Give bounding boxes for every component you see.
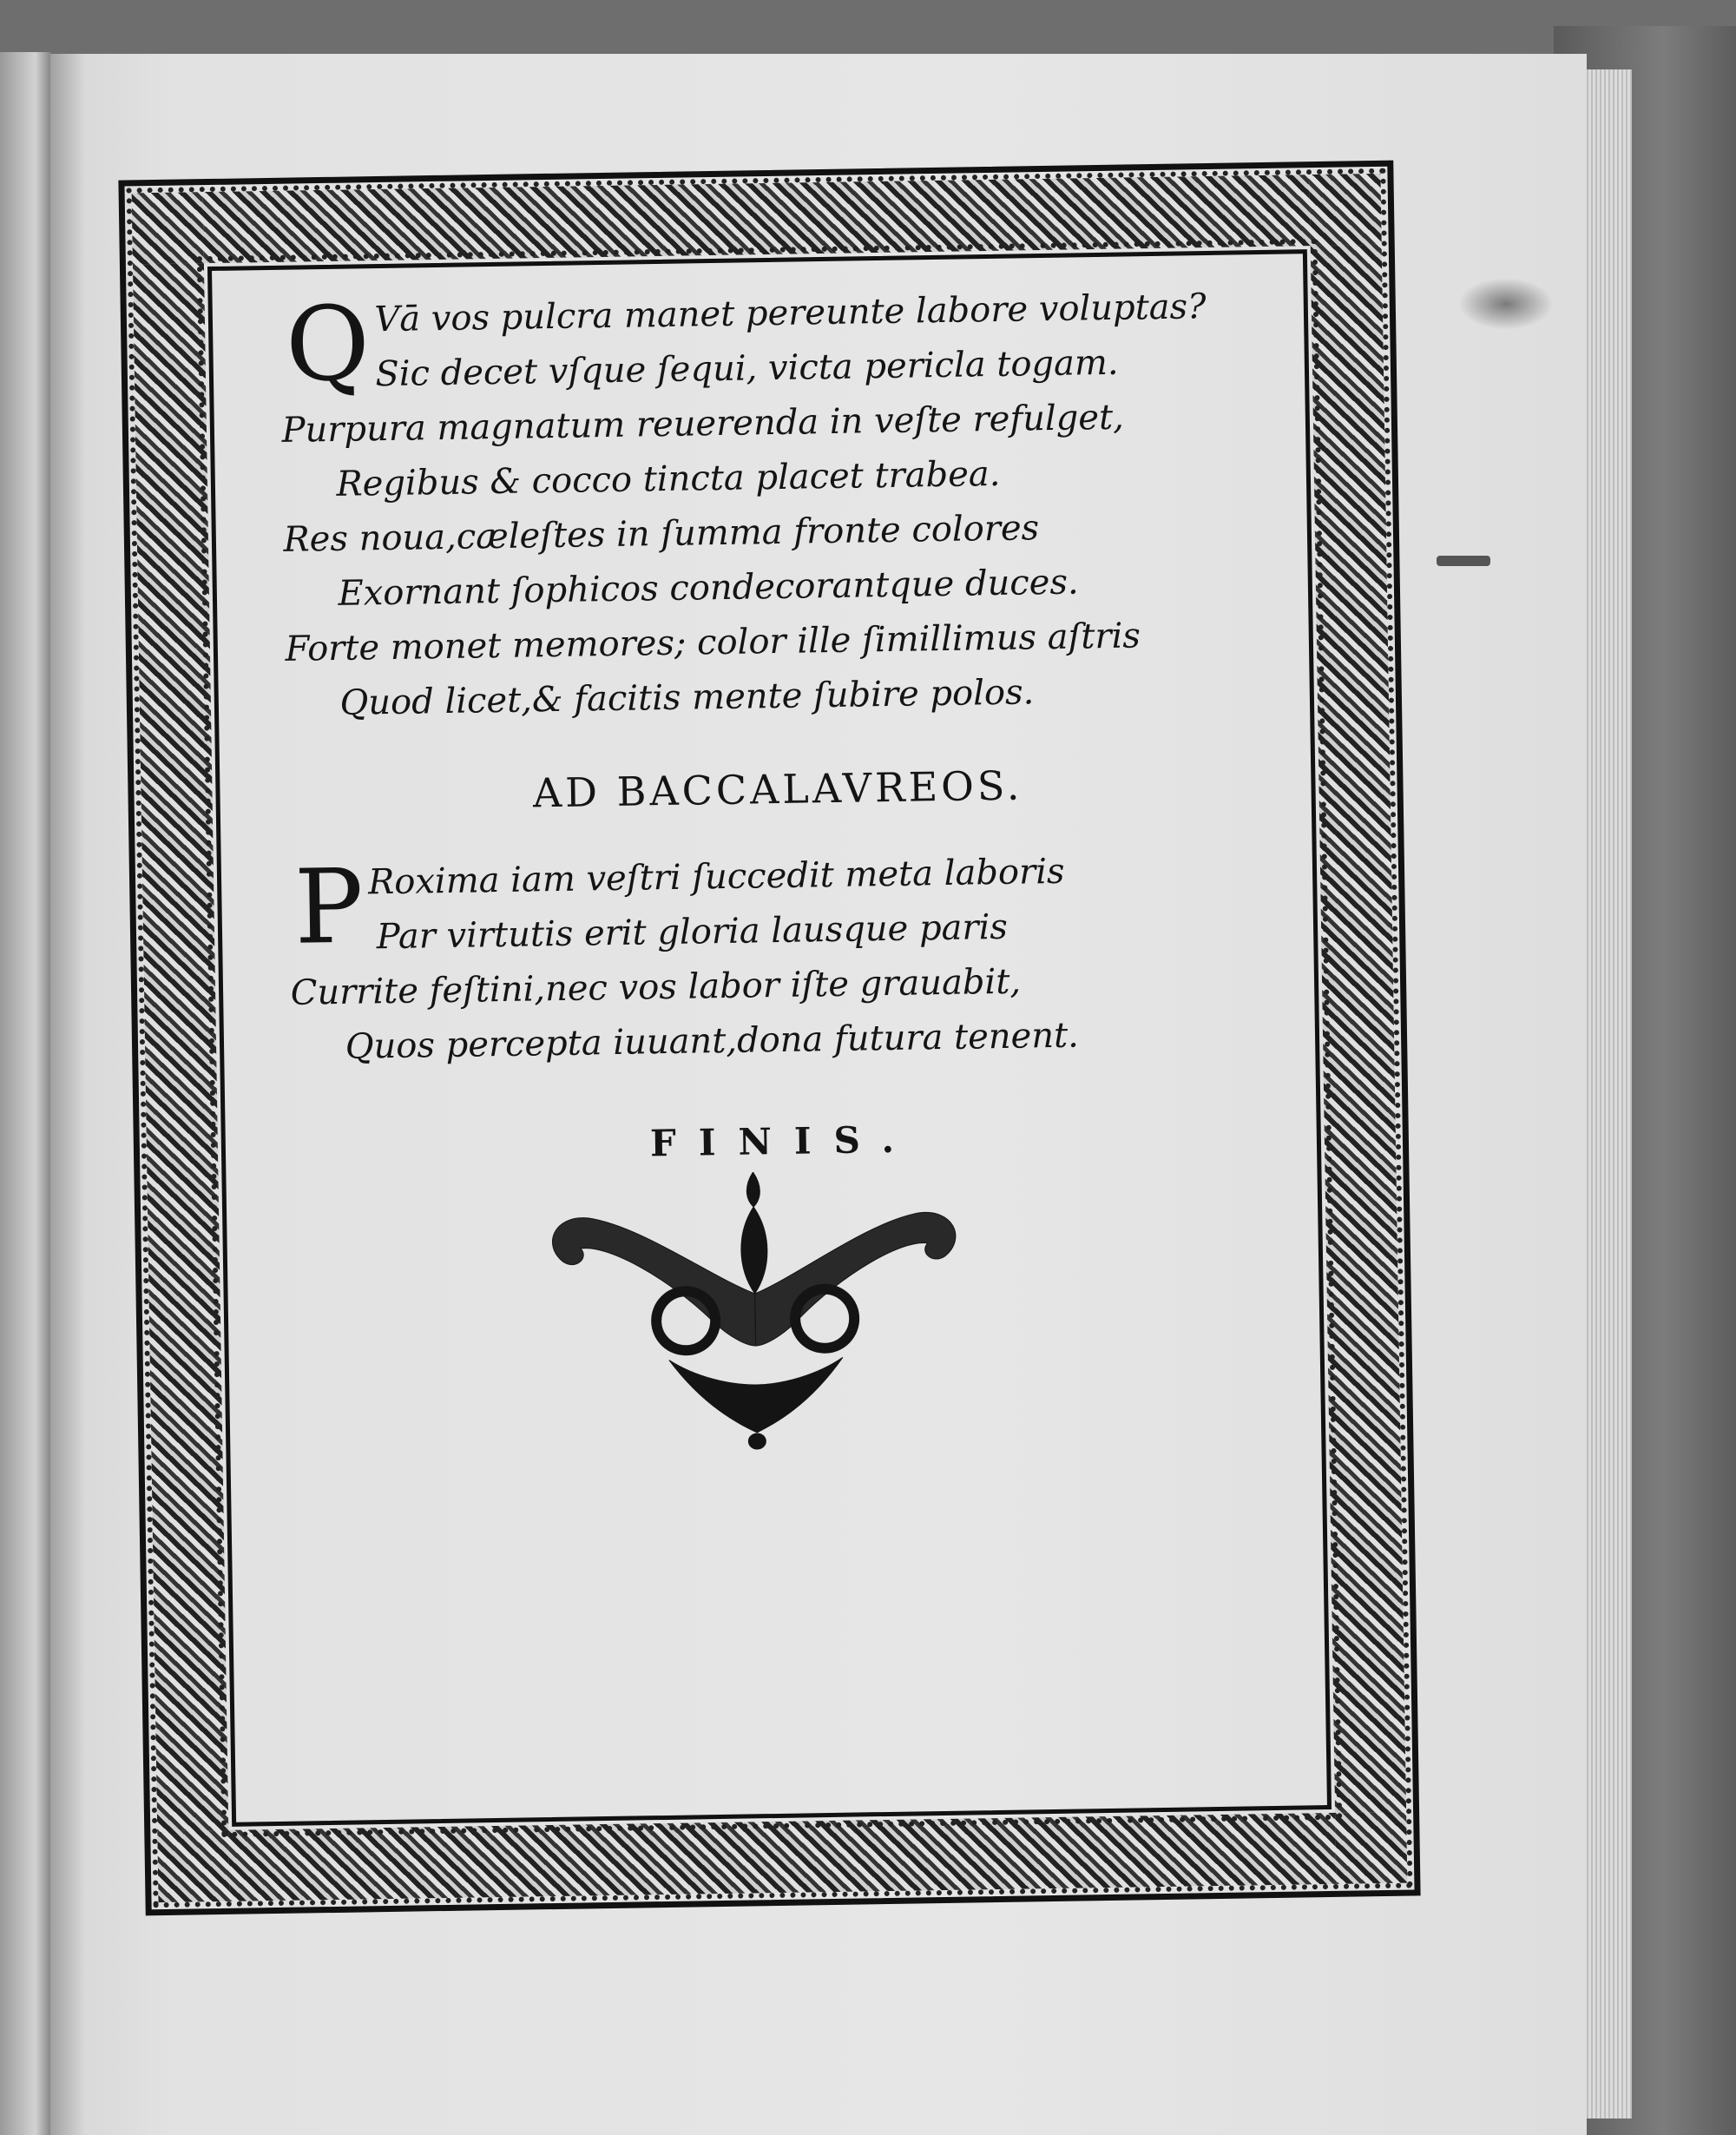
page-edges: [1580, 69, 1632, 2119]
left-page-edge: [0, 52, 50, 2135]
verse-line: Res noua,cæleſtes in ſumma fronte colores: [283, 508, 1040, 560]
verse-line: Currite feſtini,nec vos labor iſte grauabit,: [290, 961, 1022, 1013]
poem-2: [288, 841, 1272, 1076]
dropcap-q: Q: [284, 283, 371, 405]
verse-line: Quod licet,& facitis mente ſubire polos.: [339, 672, 1035, 723]
pin-mark: [1437, 556, 1490, 566]
finis: FINIS.: [649, 1117, 917, 1165]
dropcap-p: P: [293, 846, 365, 967]
ink-stain: [1458, 278, 1554, 330]
text-block: [279, 279, 1274, 1170]
verse-line: Purpura magnatum reuerenda in veſte refulget,: [281, 397, 1125, 451]
verse-line: Vā vos pulcra manet pereunte labore voluptas?: [374, 287, 1207, 340]
verse-line: Roxima iam veſtri ſuccedit meta laboris: [367, 851, 1065, 903]
verse-line: Regibus & cocco tincta placet trabea.: [336, 453, 1001, 504]
verse-line: Sic decet vſque ſequi, victa pericla togam.: [374, 342, 1119, 395]
fleuron-ornament: [536, 1169, 975, 1453]
verse-line: Par virtutis erit gloria lausque paris: [376, 906, 1009, 958]
section-heading: AD BACCALAVREOS.: [532, 761, 1023, 817]
verse-line: Forte monet memores; color ille ſimillimus aſtris: [285, 616, 1141, 669]
verse-line: Quos percepta iuuant,dona futura tenent.: [345, 1015, 1080, 1067]
verse-line: Exornant ſophicos condecorantque duces.: [338, 562, 1079, 614]
gutter-shadow: [50, 54, 85, 2135]
poem-1: [279, 279, 1267, 732]
